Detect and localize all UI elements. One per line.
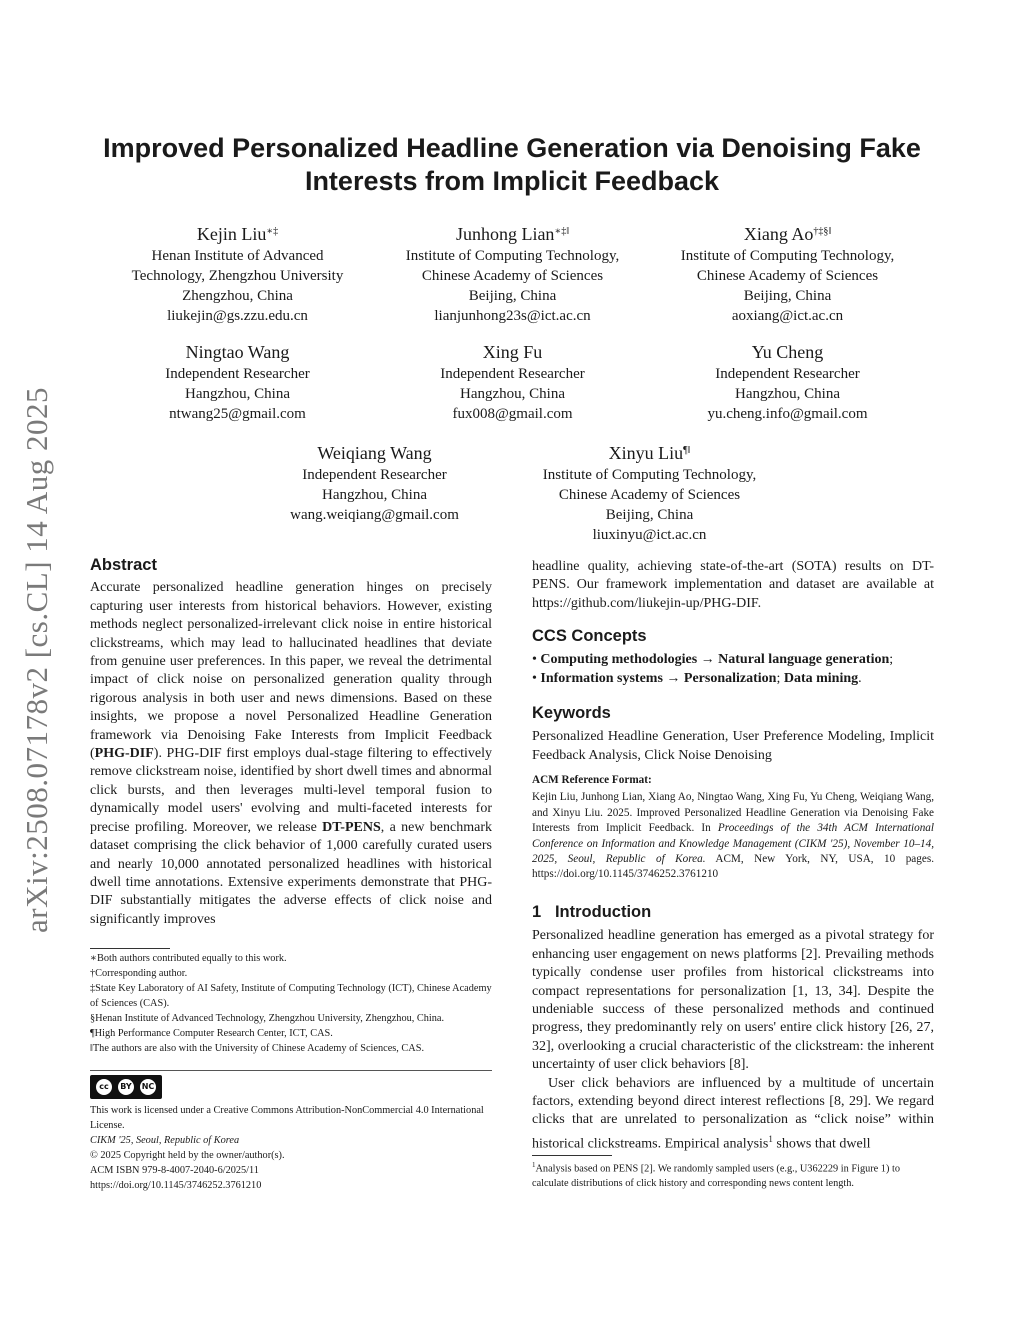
section-number: 1 <box>532 903 542 921</box>
nc-icon: NC <box>140 1079 156 1095</box>
keywords-heading: Keywords <box>532 704 611 722</box>
author-block <box>375 340 650 424</box>
author-block <box>512 441 787 545</box>
author-location: Hangzhou, China <box>735 386 840 402</box>
author-block <box>650 340 925 424</box>
introduction-heading <box>532 903 934 921</box>
footnote: ∗Both authors contributed equally to this work. <box>90 953 287 964</box>
ccs-heading: CCS Concepts <box>532 627 647 645</box>
abstract-text-part: . PHG-DIF first employs dual-stage filtering to effectively remove clickstream noise, identified by short dwell times and abnormal click bursts, and then leverages multi-level temporal fusion to dynamically model users' evolving and multi-faceted interests for precise profiling. Moreover, we release <box>90 746 492 835</box>
footnote-rule <box>532 1155 612 1156</box>
paper-title: Improved Personalized Headline Generation via Denoising Fake Interests from Implicit Feedback <box>103 133 921 196</box>
footnotes-left <box>90 951 492 1056</box>
intro-paragraph: Personalized headline generation has emerged as a pivotal strategy for enhancing user engagement on news platforms [2]. Prevailing methods typically condense user profiles from historical clickstreams into compact representations for personalization [1, 13, 34]. Despite the undeniable success of these personalized methods and continued progress, they predominantly rely on users' entire click history [26, 27, 32], overlooking a crucial characteristic of the clickstream: the inherent uncertainty of user click behaviors [8]. <box>532 928 934 1073</box>
framework-acronym: PHG-DIF <box>94 746 154 762</box>
footnote: ‡State Key Laboratory of AI Safety, Institute of Computing Technology (ICT), Chinese Academy of Sciences (CAS). <box>90 983 492 1009</box>
author-affiliation: Independent Researcher <box>715 366 860 382</box>
author-email: ntwang25@gmail.com <box>169 406 306 422</box>
abstract-text-part: Accurate personalized headline generation hinges on precisely capturing user interests from historical behaviors. However, existing methods neglect personalized-irrelevant click noise in entire historical clickstreams, which may lead to hallucinated headlines that deviate from genuine user preferences. In this paper, we reveal the detrimental impact of click noise on personalized generation quality through rigorous analysis in both user and news dimensions. Based on these insights, we propose a novel <box>90 580 492 725</box>
author-block <box>375 222 650 326</box>
footnote <box>532 1158 934 1191</box>
author-name: Junhong Lian <box>455 224 555 244</box>
footnote: ‖The authors are also with the University of Chinese Academy of Sciences, CAS. <box>90 1043 425 1054</box>
license-copyright: © 2025 Copyright held by the owner/author(s). <box>90 1150 285 1161</box>
abstract-text: Accurate personalized headline generation hinges on precisely capturing user interests from historical behaviors. However, existing methods neglect personalized-irrelevant click noise in entire historical clickstreams, which may lead to hallucinated headlines that deviate from genuine user preferences. In this paper, we reveal the detrimental impact of click noise on personalized generation quality through rigorous analysis in both user and news dimensions. Based on these insights, we propose a novel Personalized Headline Generation framework via Denoising Fake Interests from Implicit Feedback (PHG-DIF). PHG-DIF first employs dual-stage filtering to effectively remove clickstream noise, identified by short dwell times and abnormal click bursts, and then leverages multi-level temporal fusion to dynamically model users' evolving and multi-faceted interests for precise profiling. Moreover, we release DT-PENS, a new benchmark dataset comprising the click behavior of 1,000 carefully curated users and nearly 10,000 annotated personalized headlines with historical dwell time annotations. Extensive experiments demonstrate that PHG-DIF substantially mitigates the adverse effects of click noise and significantly improves <box>90 580 492 927</box>
author-email: aoxiang@ict.ac.cn <box>731 308 844 324</box>
by-icon: BY <box>118 1079 134 1095</box>
author-email: liukejin@gs.zzu.edu.cn <box>167 308 308 324</box>
acm-ref-text <box>532 790 934 882</box>
abstract-text-part: , a new benchmark dataset comprising the click behavior of 1,000 carefully curated users and nearly 10,000 annotated personalized headlines with historical dwell time annotations. Extensive experiments demonstrate that PHG-DIF substantially mitigates the adverse effects of click noise and significantly improves <box>90 819 492 927</box>
author-location: Hangzhou, China <box>460 386 565 402</box>
author-email: wang.weiqiang@gmail.com <box>290 507 459 523</box>
author-affiliation: Chinese Academy of Sciences <box>558 487 741 503</box>
author-email: lianjunhong23s@ict.ac.cn <box>434 308 591 324</box>
author-location: Hangzhou, China <box>322 487 427 503</box>
author-name: Xiang Ao <box>743 224 814 244</box>
ccs-term: Data mining <box>783 670 859 686</box>
ccs-term: Computing methodologies <box>540 652 698 668</box>
cc-icon: cc <box>96 1079 112 1095</box>
arxiv-id-text: arXiv:2508.07178v2 [cs.CL] 14 Aug 2025 <box>19 387 54 933</box>
acm-reference <box>532 773 934 883</box>
author-name: Ningtao Wang <box>185 342 290 362</box>
author-name: Xing Fu <box>482 342 543 362</box>
section-title: Introduction <box>554 903 652 921</box>
author-affiliation: Independent Researcher <box>165 366 310 382</box>
framework-name: Personalized Headline Generation framework via Denoising Fake Interests from Implicit Feedback <box>90 709 492 743</box>
author-email: fux008@gmail.com <box>452 406 573 422</box>
footnote-ref: 1 <box>768 1133 773 1144</box>
author-block <box>100 340 375 424</box>
author-affiliation: Henan Institute of Advanced <box>151 248 324 264</box>
intro-text-part: shows that dwell <box>772 1136 871 1152</box>
footnote-right <box>532 1158 934 1191</box>
author-name: Yu Cheng <box>751 342 824 362</box>
acm-ref-part: ACM, New York, NY, USA, 10 pages. https://doi.org/10.1145/3746252.3761210 <box>532 853 934 881</box>
author-location: Hangzhou, China <box>185 386 290 402</box>
author-affiliation: Institute of Computing Technology, <box>680 248 895 264</box>
introduction-section <box>532 903 934 1154</box>
abstract-heading: Abstract <box>90 556 157 574</box>
footnote: †Corresponding author. <box>90 968 188 979</box>
author-marks: ∗‡ <box>266 226 279 237</box>
author-name: Kejin Liu <box>196 224 267 244</box>
author-affiliation: Chinese Academy of Sciences <box>421 268 604 284</box>
acm-ref-proceedings: Proceedings of the 34th ACM International Conference on Information and Knowledge Management (CIKM '25), November 10–14, 2025, Seoul, Republic of Korea. <box>532 822 934 866</box>
author-location: Beijing, China <box>605 507 694 523</box>
author-email: liuxinyu@ict.ac.cn <box>592 527 707 543</box>
ccs-term: Information systems <box>540 670 663 686</box>
author-name: Xinyu Liu <box>608 443 684 463</box>
footnote-text: Analysis based on PENS [2]. We randomly sampled users (e.g., U362229 in Figure 1) to calculate distributions of click history and corresponding news content length. <box>532 1163 900 1190</box>
author-affiliation: Independent Researcher <box>440 366 585 382</box>
abstract-continued <box>532 558 934 613</box>
author-affiliation: Independent Researcher <box>302 467 447 483</box>
acm-ref-heading: ACM Reference Format: <box>532 774 652 786</box>
footnote: ¶High Performance Computer Research Center, ICT, CAS. <box>90 1028 333 1039</box>
footnote-mark: 1 <box>532 1161 536 1169</box>
footnote-rule <box>90 948 170 949</box>
author-marks: ¶‖ <box>683 445 691 456</box>
license-block <box>90 1103 492 1193</box>
intro-paragraph <box>532 1075 934 1154</box>
abstract-section <box>90 556 492 929</box>
license-doi: https://doi.org/10.1145/3746252.3761210 <box>90 1180 262 1191</box>
author-marks: ∗‡‖ <box>554 226 570 237</box>
author-affiliation: Technology, Zhengzhou University <box>131 268 344 284</box>
author-location: Zhengzhou, China <box>182 288 293 304</box>
ccs-item: • Information systems → Personalization; Data mining. <box>532 670 862 686</box>
author-name: Weiqiang Wang <box>317 443 432 463</box>
footnote: §Henan Institute of Advanced Technology, Zhengzhou University, Zhengzhou, China. <box>90 1013 445 1024</box>
keywords-section <box>532 704 934 765</box>
author-affiliation: Institute of Computing Technology, <box>405 248 620 264</box>
ccs-term: Personalization <box>683 670 777 686</box>
author-email: yu.cheng.info@gmail.com <box>707 406 868 422</box>
cc-license-badge <box>90 1075 162 1099</box>
author-location: Beijing, China <box>743 288 832 304</box>
author-affiliation: Chinese Academy of Sciences <box>696 268 879 284</box>
ccs-section <box>532 627 934 688</box>
author-block <box>237 441 512 525</box>
author-block <box>100 222 375 326</box>
author-block <box>650 222 925 326</box>
license-text: This work is licensed under a Creative Commons Attribution-NonCommercial 4.0 International License. <box>90 1105 484 1131</box>
abstract-continued-text: headline quality, achieving state-of-the-art (SOTA) results on DT-PENS. Our framework implementation and dataset are available at https://github.com/liukejin-up/PHG-DIF. <box>532 559 934 611</box>
keywords-text: Personalized Headline Generation, User Preference Modeling, Implicit Feedback Analysis, Click Noise Denoising <box>532 729 934 763</box>
author-marks: †‡§‖ <box>813 226 832 237</box>
ccs-item: • Computing methodologies → Natural language generation; <box>532 652 894 668</box>
ccs-term: Natural language generation <box>718 652 890 668</box>
dataset-name: DT-PENS <box>322 819 381 835</box>
intro-text-part: User click behaviors are influenced by a multitude of uncertain factors, extending beyond direct interest reflections [8, 29]. We regard clicks that are unrelated to personalization as “click noise” within historical clickstreams. Empirical analysis <box>532 1075 934 1152</box>
license-venue: CIKM '25, Seoul, Republic of Korea <box>90 1135 240 1146</box>
license-isbn: ACM ISBN 979-8-4007-2040-6/2025/11 <box>90 1165 259 1176</box>
acm-ref-part: Kejin Liu, Junhong Lian, Xiang Ao, Ningtao Wang, Xing Fu, Yu Cheng, Weiqiang Wang, and Xinyu Liu. 2025. Improved Personalized Headline Generation via Denoising Fake Interests from Implicit Feedback. In <box>532 791 934 835</box>
license-rule <box>90 1070 492 1071</box>
arxiv-side-identifier <box>12 365 62 955</box>
author-location: Beijing, China <box>468 288 557 304</box>
author-affiliation: Institute of Computing Technology, <box>542 467 757 483</box>
